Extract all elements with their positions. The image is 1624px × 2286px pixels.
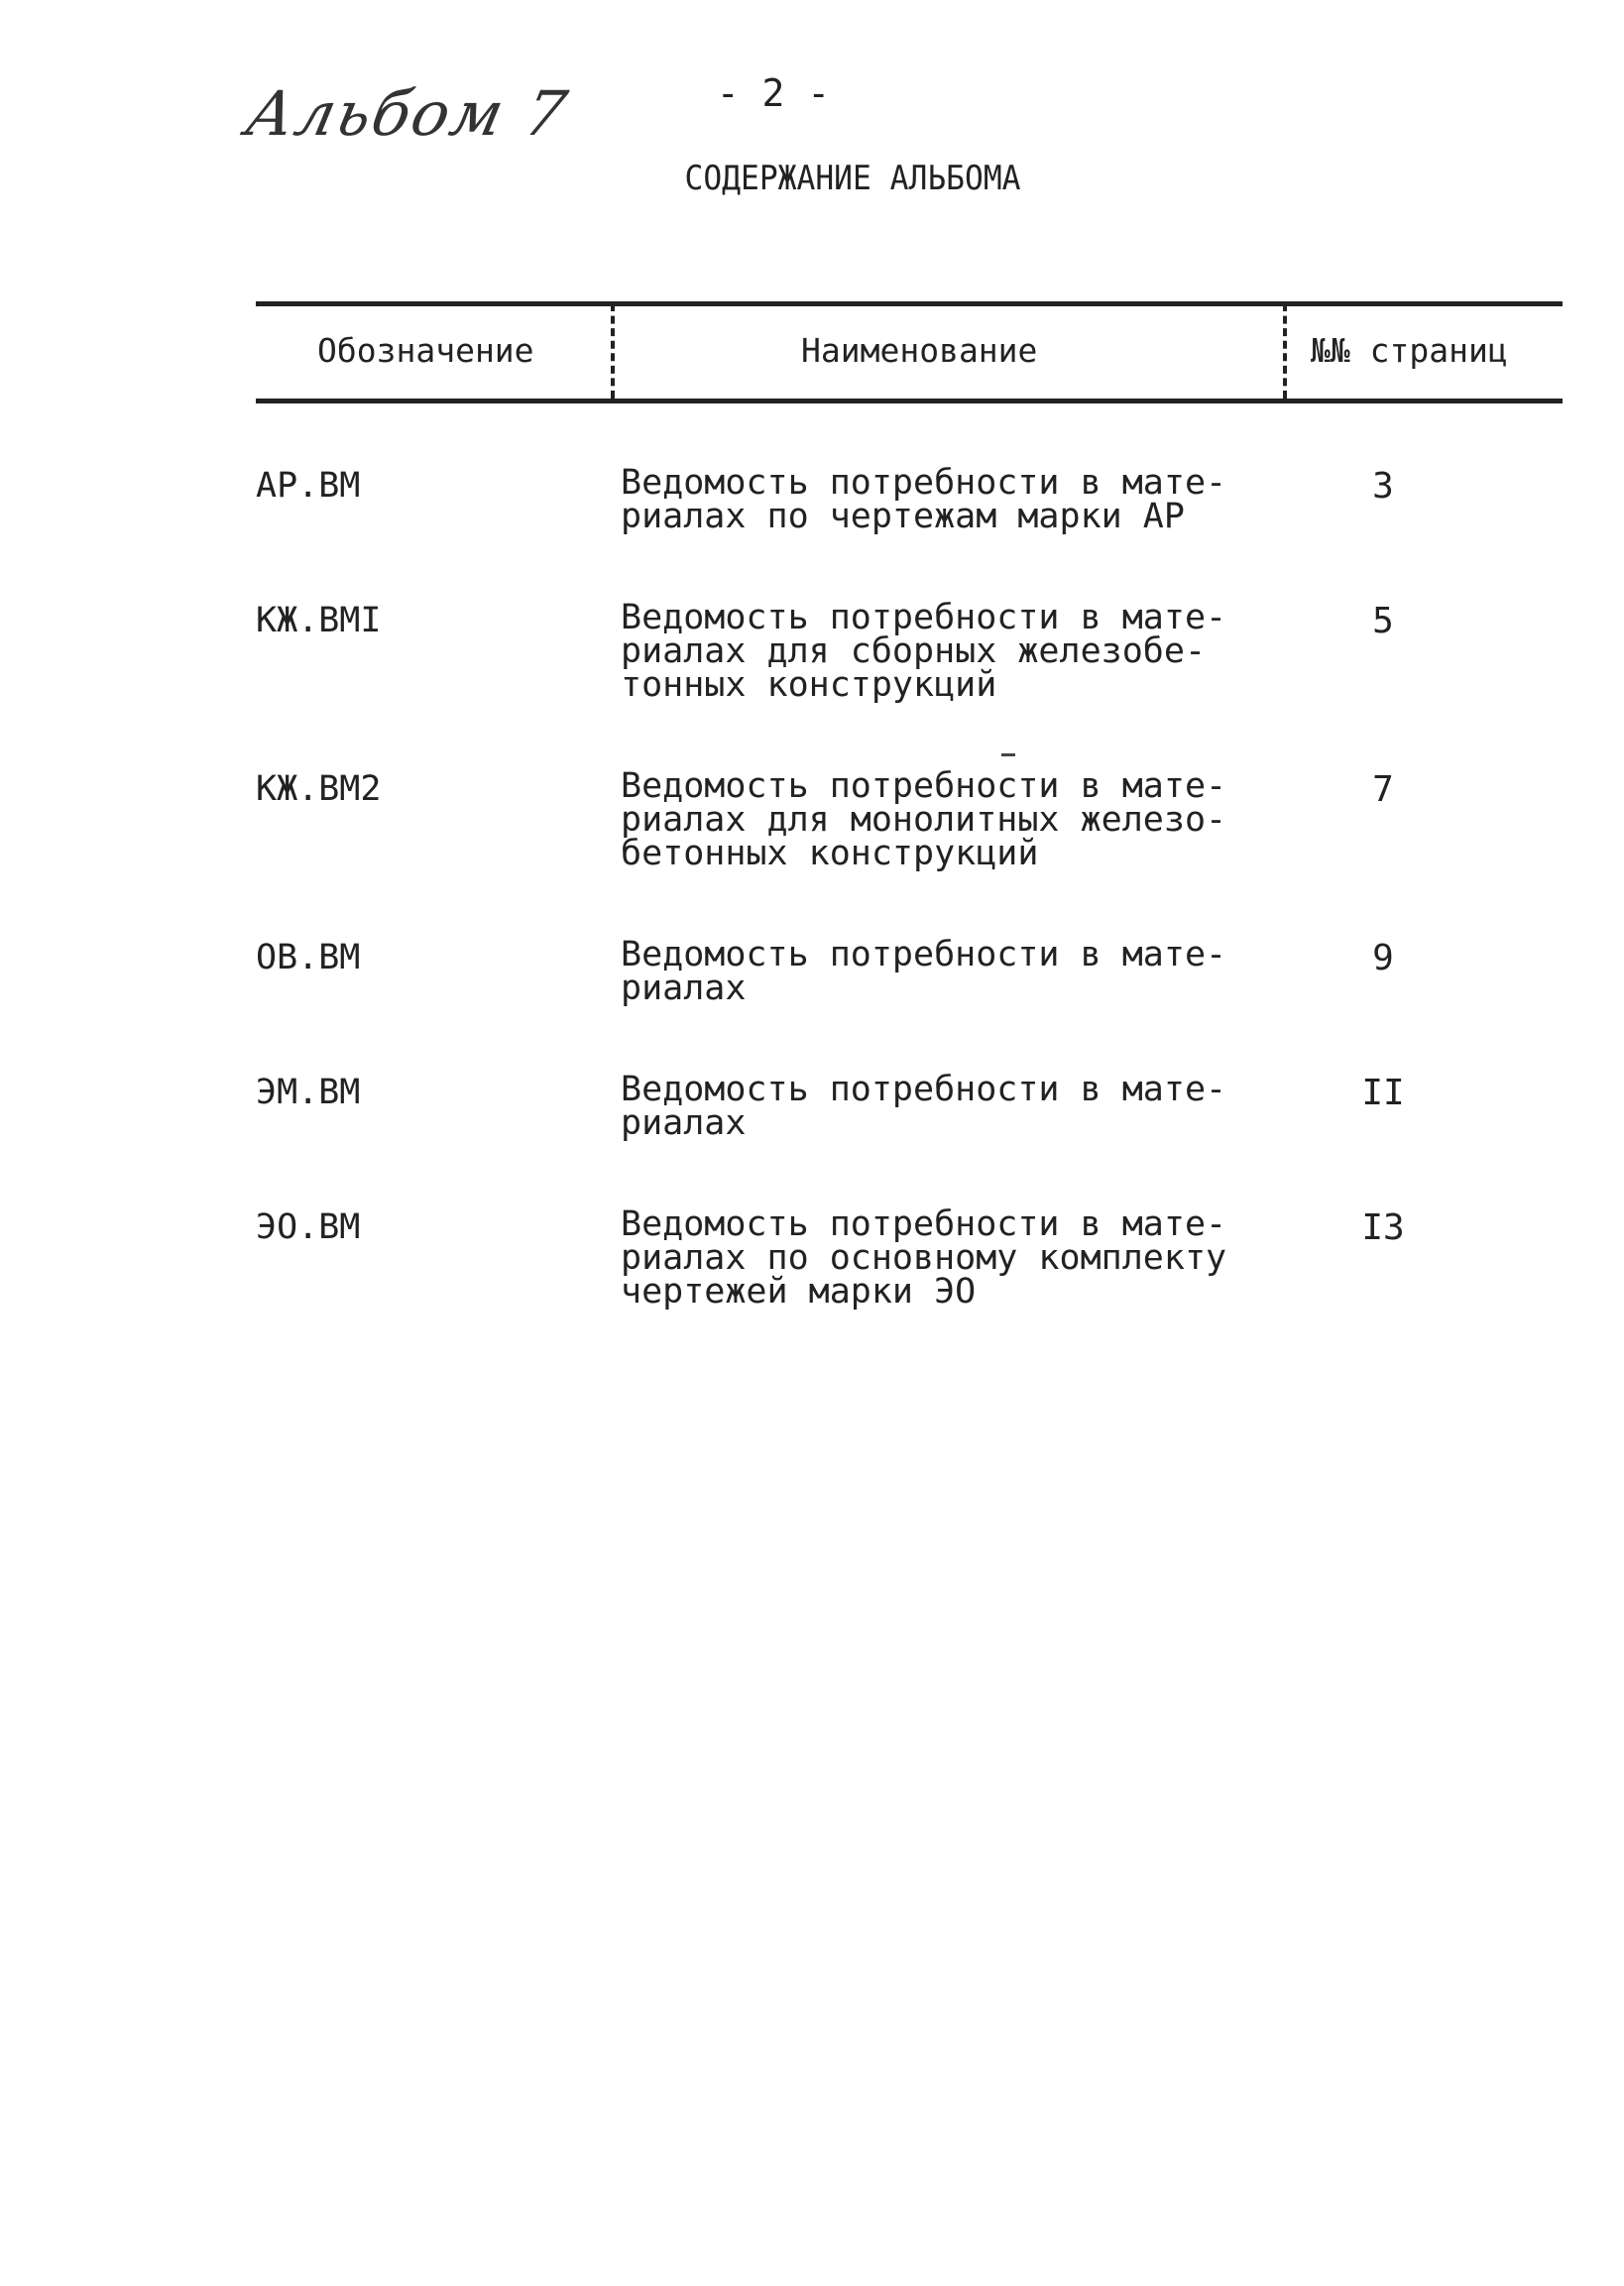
row-page: 7 bbox=[1372, 769, 1394, 810]
row-name-line: риалах по чертежам марки АР bbox=[621, 497, 1185, 536]
column-separator-1 bbox=[611, 303, 615, 399]
row-page: I3 bbox=[1361, 1207, 1405, 1248]
row-page: 3 bbox=[1372, 466, 1394, 507]
column-separator-2 bbox=[1283, 303, 1287, 399]
row-name bbox=[621, 598, 1255, 705]
row-name-line: риалах для сборных железобе- bbox=[621, 631, 1207, 671]
row-name bbox=[621, 1204, 1255, 1312]
row-page: 9 bbox=[1372, 938, 1394, 978]
table-top-rule bbox=[256, 301, 1563, 306]
column-header-code: Обозначение bbox=[317, 331, 534, 370]
album-contents-title: СОДЕРЖАНИЕ АЛЬБОМА bbox=[684, 159, 1021, 198]
row-name-line: Ведомость потребности в мате- bbox=[621, 1070, 1227, 1109]
row-name-line: Ведомость потребности в мате- bbox=[621, 463, 1227, 503]
row-page: II bbox=[1361, 1073, 1405, 1113]
row-name-line: Ведомость потребности в мате- bbox=[621, 766, 1227, 806]
row-code: АР.ВМ bbox=[256, 466, 361, 506]
row-name-line: бетонных конструкций bbox=[621, 834, 1039, 873]
table-header-bottom-rule bbox=[256, 399, 1563, 403]
scan-speck bbox=[1001, 753, 1015, 756]
row-name bbox=[621, 463, 1255, 536]
page-number: - 2 - bbox=[716, 71, 831, 115]
row-name-line: чертежей марки ЭО bbox=[621, 1272, 977, 1312]
row-name-line: риалах bbox=[621, 1103, 747, 1143]
row-name bbox=[621, 1070, 1255, 1143]
row-page: 5 bbox=[1372, 601, 1394, 641]
row-code: ЭО.ВМ bbox=[256, 1207, 361, 1247]
handwritten-album-note: Альбом 7 bbox=[240, 77, 575, 150]
row-code: КЖ.ВМ2 bbox=[256, 769, 382, 809]
row-code: КЖ.ВМI bbox=[256, 601, 382, 640]
row-name-line: тонных конструкций bbox=[621, 665, 997, 705]
row-name bbox=[621, 766, 1255, 873]
column-header-name: Наименование bbox=[801, 331, 1038, 370]
row-name-line: риалах bbox=[621, 969, 747, 1008]
row-name-line: Ведомость потребности в мате- bbox=[621, 935, 1227, 974]
row-code: ОВ.ВМ bbox=[256, 938, 361, 977]
row-name-line: риалах по основному комплекту bbox=[621, 1238, 1227, 1278]
row-name-line: Ведомость потребности в мате- bbox=[621, 598, 1227, 637]
row-name-line: Ведомость потребности в мате- bbox=[621, 1204, 1227, 1244]
row-code: ЭМ.ВМ bbox=[256, 1073, 361, 1112]
column-header-pages: №№ страниц bbox=[1311, 331, 1508, 370]
row-name bbox=[621, 935, 1255, 1008]
row-name-line: риалах для монолитных железо- bbox=[621, 800, 1227, 840]
